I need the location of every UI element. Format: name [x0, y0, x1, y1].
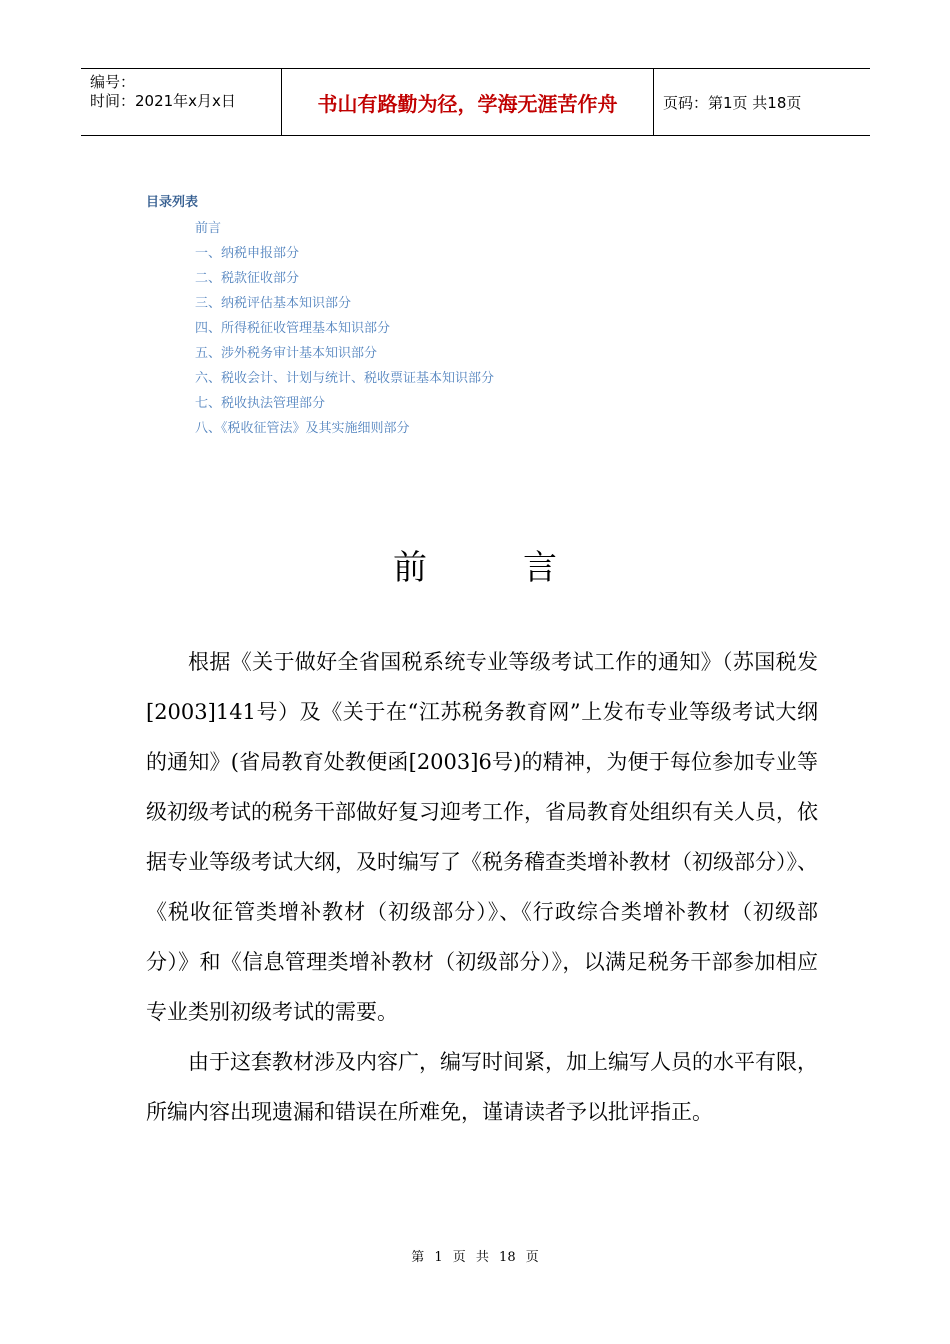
- toc-item[interactable]: 八、《税收征管法》及其实施细则部分: [195, 421, 410, 436]
- toc-item[interactable]: 四、所得税征收管理基本知识部分: [195, 321, 391, 336]
- toc-item[interactable]: 一、纳税申报部分: [195, 246, 300, 261]
- document-number-label: 编号：: [90, 73, 136, 91]
- toc-item[interactable]: 五、涉外税务审计基本知识部分: [195, 346, 378, 361]
- toc-item[interactable]: 二、税款征收部分: [195, 271, 300, 286]
- toc-item[interactable]: 三、纳税评估基本知识部分: [195, 296, 352, 311]
- toc-item[interactable]: 六、税收会计、计划与统计、税收票证基本知识部分: [195, 371, 495, 386]
- header-page-label: 页码：第1页 共18页: [663, 93, 802, 112]
- preface-title: [0, 540, 950, 589]
- preface-body: [146, 637, 818, 1137]
- page-footer: 第 1 页 共 18 页: [411, 1250, 539, 1265]
- document-date-label: 时间：2021年x月x日: [90, 92, 236, 110]
- toc-title: 目录列表: [146, 195, 199, 210]
- preface-title-char: 言: [523, 548, 557, 588]
- header-table: [81, 68, 870, 136]
- header-motto: 书山有路勤为径，学海无涯苦作舟: [282, 69, 654, 135]
- toc-item[interactable]: 七、税收执法管理部分: [195, 396, 326, 411]
- header-meta-cell: [81, 69, 282, 135]
- preface-paragraph: 根据《关于做好全省国税系统专业等级考试工作的通知》（苏国税发[2003]141号）及《关于在“江苏税务教育网”上发布专业等级考试大纲的通知》(省局教育处教便函[2003]6号)的精神，为便于每位参加专业等级初级考试的税务干部做好复习迎考工作，省局教育处组织有关人员，依据专业等级考试大纲，及时编写了《税务稽查类增补教材（初级部分）》、《税收征管类增补教材（初级部分）》、《行政综合类增补教材（初级部分）》和《信息管理类增补教材（初级部分）》，以满足税务干部参加相应专业类别初级考试的需要。: [146, 650, 818, 1024]
- preface-paragraph: 由于这套教材涉及内容广，编写时间紧，加上编写人员的水平有限，所编内容出现遗漏和错误在所难免，谨请读者予以批评指正。: [146, 1050, 818, 1124]
- preface-title-char: 前: [393, 548, 427, 588]
- toc-item[interactable]: 前言: [195, 221, 222, 236]
- toc-list: [195, 216, 494, 441]
